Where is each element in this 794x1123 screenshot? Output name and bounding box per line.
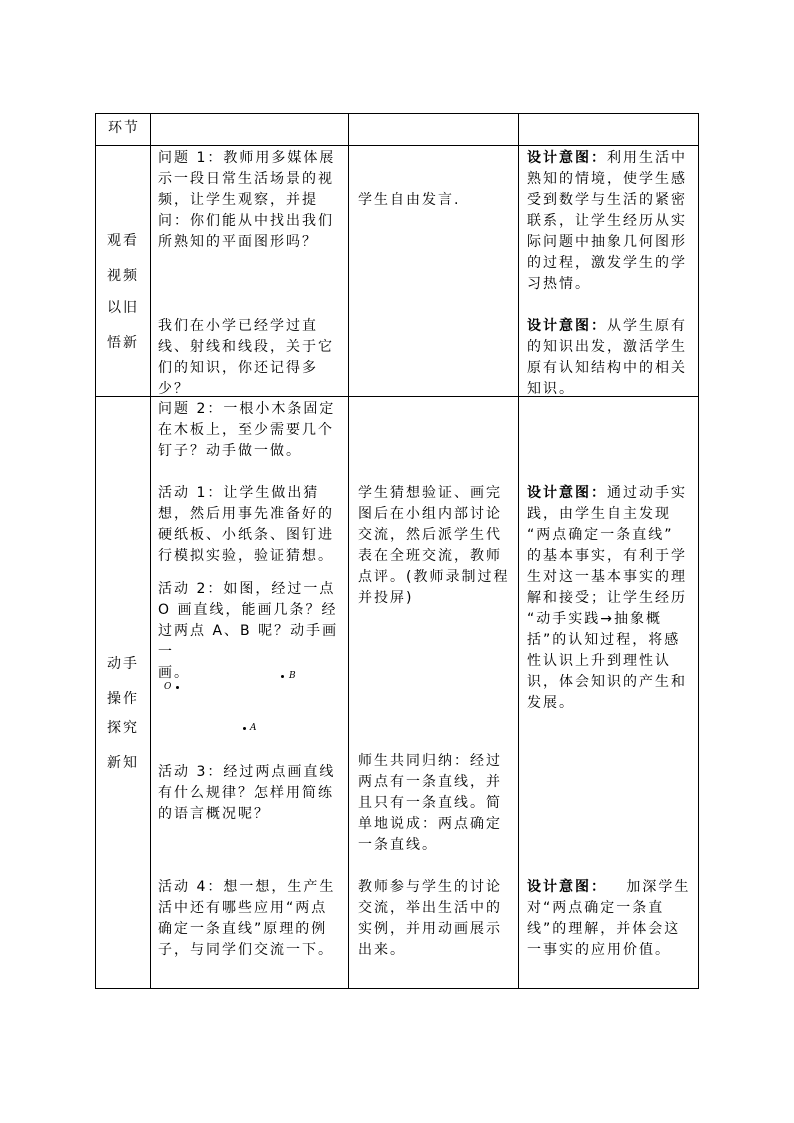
header-cell-stage: 环节: [108, 120, 140, 136]
section2-activity4: 活动 4：想一想，生产生 活中还有哪些应用“两点 确定一条直线”原理的例 子，与同学们交流一下。: [158, 879, 336, 958]
section2-label-explore: 探究 新知: [107, 720, 139, 771]
section2-activity2: 活动 2：如图，经过一点 O 画直线，能画几条？经 过两点 A、B 呢？动手画一 画。: [158, 581, 339, 681]
section2-design-intent-2: 设计意图： 加深学生 对“两点确定一条直 线”的理解，并体会这 一事实的应用价值。: [527, 879, 691, 958]
section2-student-verify: 学生猜想验证、画完 图后在小组内部讨论 交流，然后派学生代 表在全班交流，教师 点评。(教师录制过程 并投屏): [358, 485, 510, 606]
section1-student-activity: 学生自由发言.: [358, 192, 461, 208]
point-o-dot: [176, 686, 179, 689]
section2-design-intent-1: 设计意图：通过动手实 践，由学生自主发现 “两点确定一条直线” 的基本事实，有利于学 生对这一基本事实的理 解和接受；让学生经历 “动手实践→抽象概 括”的认知过程，将感 性认识上升到理性认 识，体会知识的产生和 发展。: [527, 485, 687, 711]
section1-teacher-question1: 问题 1：教师用多媒体展 示一段日常生活场景的视 频，让学生观察，并提 问：你们能从中找出我们 所熟知的平面图形吗？: [158, 150, 336, 250]
section1-design-intent-1: 设计意图：利用生活中 熟知的情境，使学生感 受到数学与生活的紧密 联系，让学生经历从实 际问题中抽象几何图形 的过程，激发学生的学 习热情。: [527, 150, 687, 292]
point-b-dot: [281, 675, 284, 678]
section1-label-review: 以旧 悟新: [107, 300, 139, 351]
point-a-label: A: [250, 723, 257, 733]
lesson-plan-table: [95, 113, 699, 989]
point-o-label: O: [164, 682, 172, 692]
section1-design-intent-2: 设计意图：从学生原有 的知识出发，激活学生 原有认知结构中的相关 知识。: [527, 318, 687, 397]
section2-label-operate: 动手 操作: [107, 656, 139, 707]
section1-teacher-review: 我们在小学已经学过直 线、射线和线段，关于它 们的知识，你还记得多 少？: [158, 318, 334, 397]
row-divider: [96, 145, 698, 146]
column-divider: [150, 114, 151, 988]
point-b-label: B: [289, 671, 296, 681]
section2-teacher-participation: 教师参与学生的讨论 交流，举出生活中的 实例，并用动画展示 出来。: [358, 879, 502, 958]
section2-activity3: 活动 3：经过两点画直线 有什么规律？怎样用简练 的语言概况呢？: [158, 764, 336, 822]
section1-label-watch: 观看 视频: [107, 233, 139, 284]
section2-activity1: 活动 1：让学生做出猜 想，然后用事先准备好的 硬纸板、小纸条、图钉进 行模拟实验，验证猜想。: [158, 485, 334, 564]
column-divider: [518, 114, 519, 988]
point-a-dot: [243, 727, 246, 730]
section2-question2: 问题 2：一根小木条固定 在木板上，至少需要几个 钉子？动手做一做。: [158, 401, 336, 459]
section2-student-summary: 师生共同归纳：经过 两点有一条直线，并 且只有一条直线。简 单地说成：两点确定 一条直线。: [358, 753, 502, 853]
column-divider: [348, 114, 349, 988]
